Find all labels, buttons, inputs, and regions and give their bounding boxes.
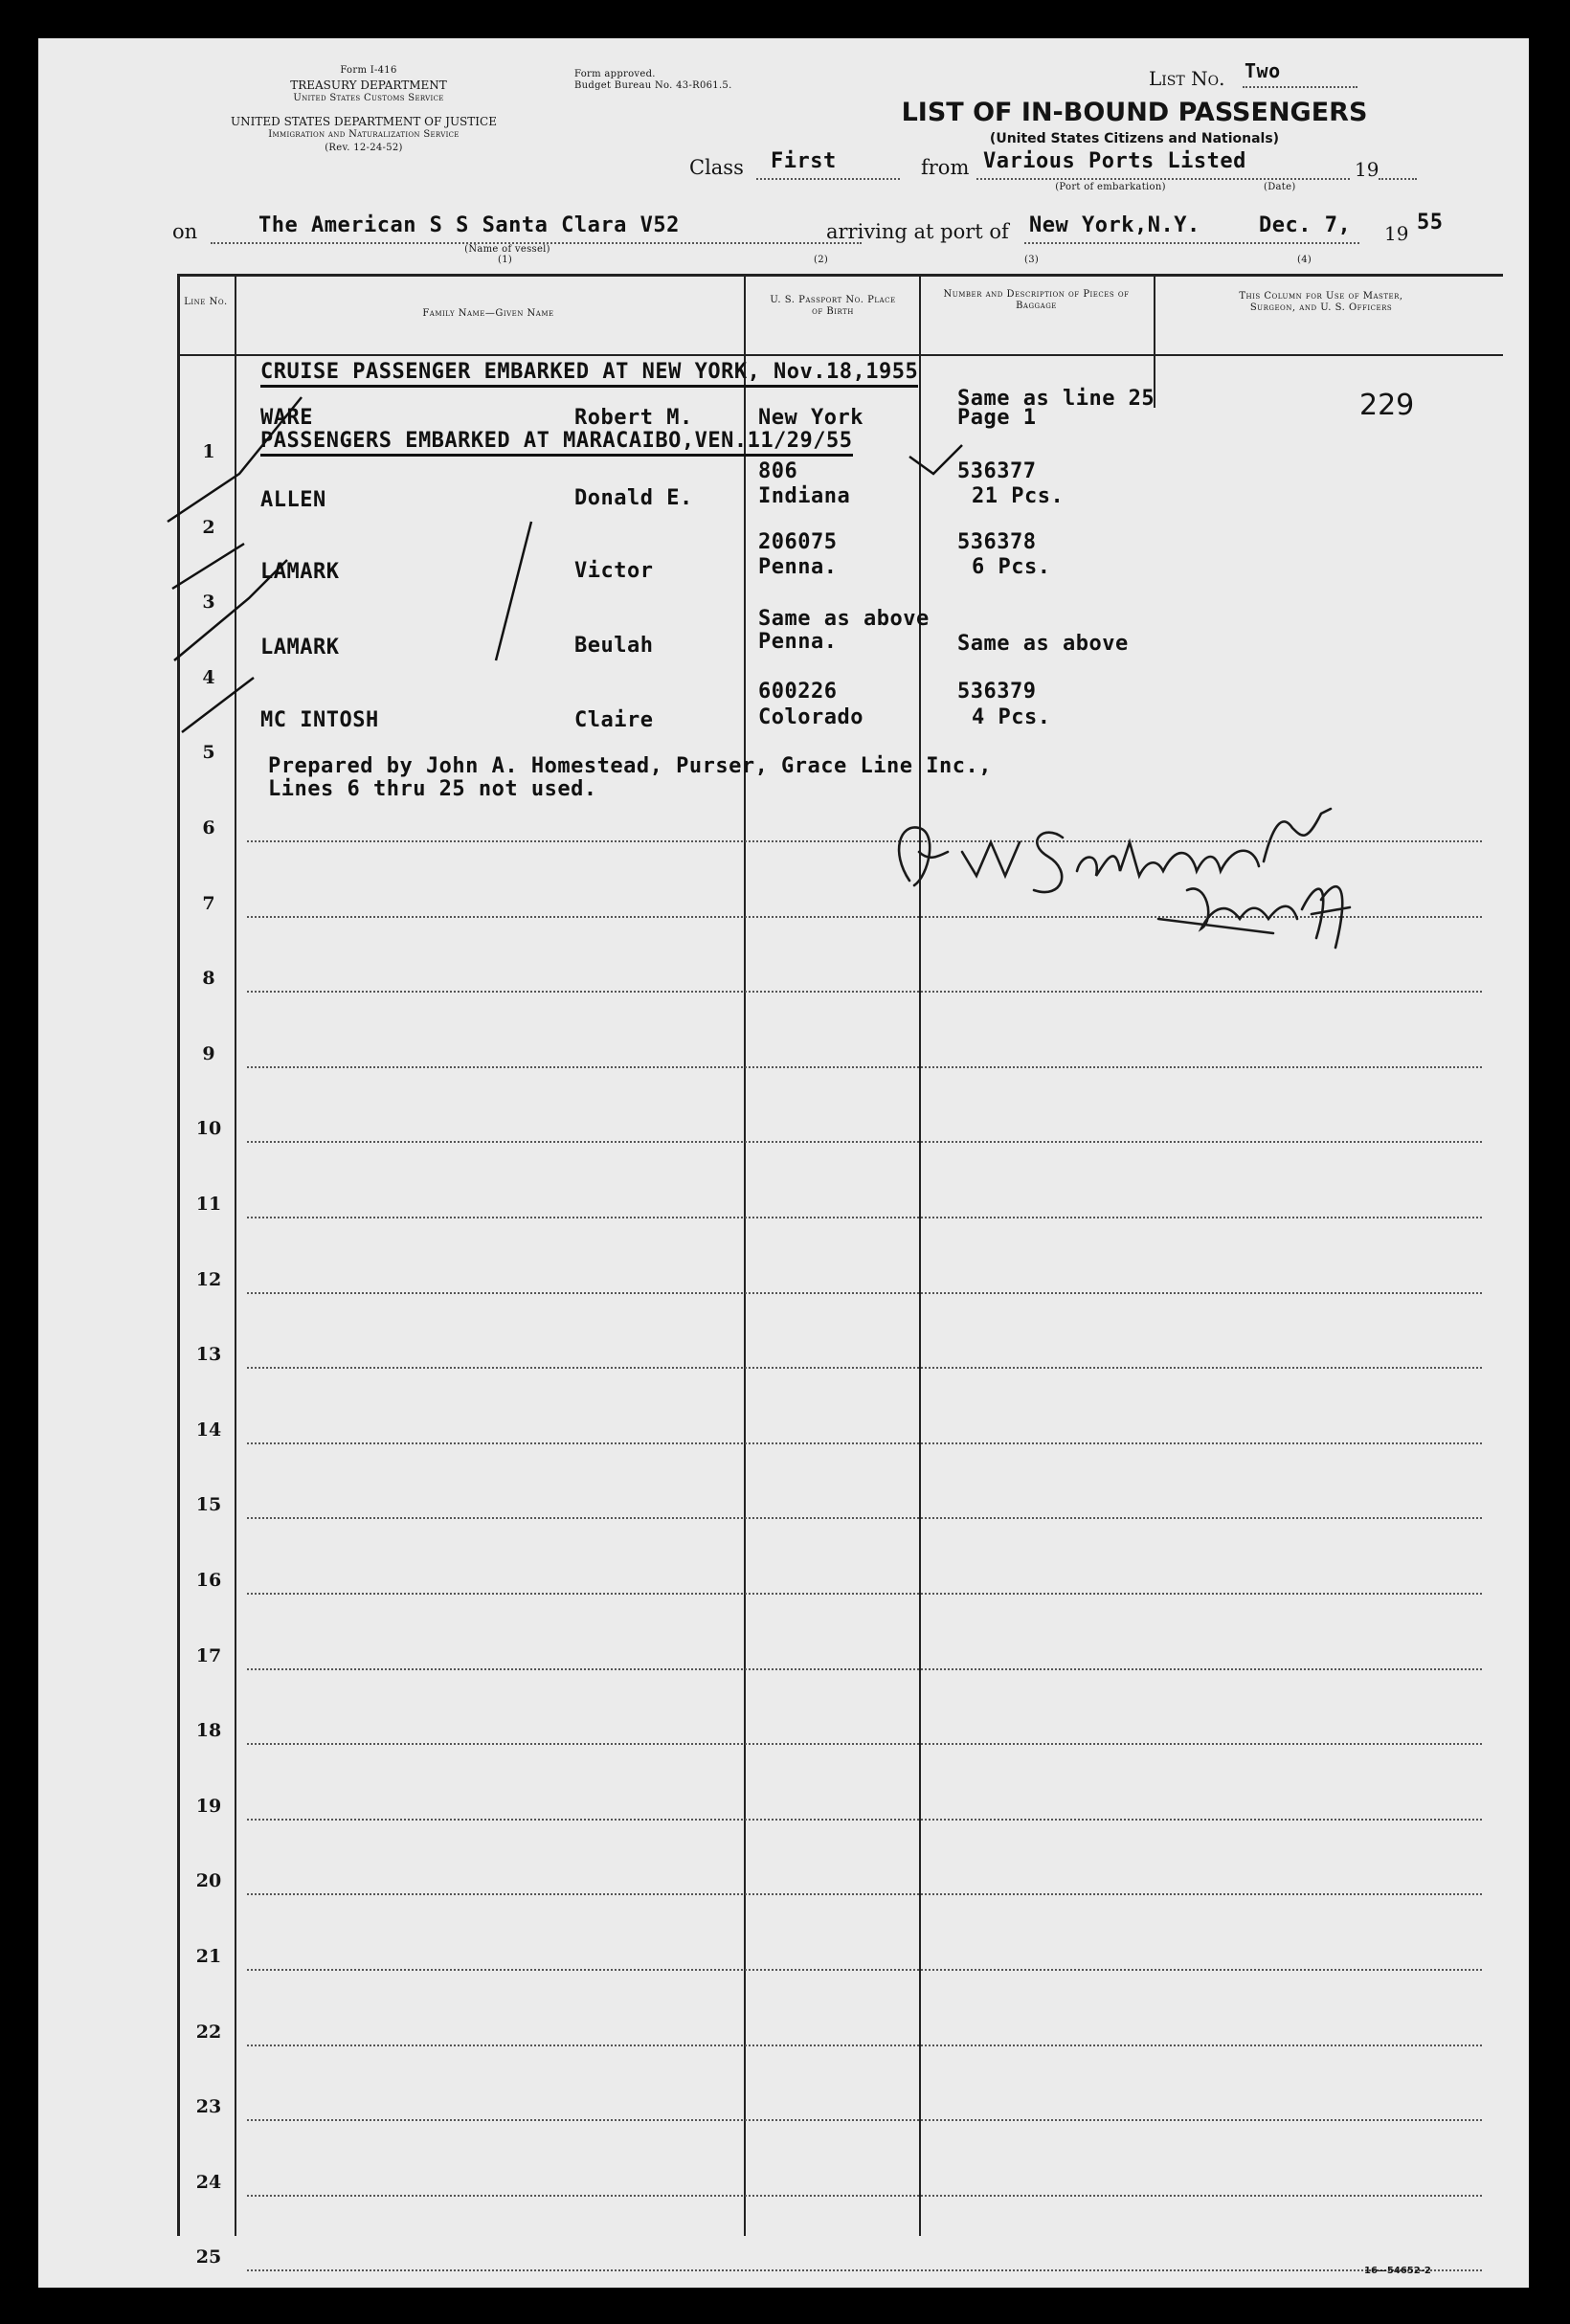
officer-signature (871, 785, 1407, 957)
year-prefix-1: 19 (1355, 158, 1379, 181)
check-marks (38, 38, 1529, 2288)
class-label: Class (689, 156, 744, 179)
from-value: Various Ports Listed (983, 149, 1246, 173)
line-number: 8 (202, 968, 215, 990)
row2-baggage-2: 21 Pcs. (972, 484, 1065, 508)
line-number: 5 (202, 742, 215, 764)
vessel-label: (Name of vessel) (464, 244, 550, 255)
row5-given-name: Claire (574, 708, 654, 732)
row4-baggage: Same as above (957, 632, 1129, 656)
line-number: 19 (195, 1795, 222, 1817)
page-title: LIST OF IN-BOUND PASSENGERS (901, 98, 1368, 127)
line-number: 15 (195, 1494, 222, 1516)
section-heading-new-york: CRUISE PASSENGER EMBARKED AT NEW YORK, Nov.18,1955 (260, 360, 918, 388)
line-number: 22 (195, 2021, 222, 2043)
revision: (Rev. 12-24-52) (325, 143, 403, 153)
row5-passport: 600226 (758, 680, 838, 704)
row1-baggage-2: Page 1 (957, 406, 1037, 430)
line-number: 1 (202, 441, 215, 462)
line-number: 6 (202, 817, 215, 838)
row1-officer-number: 229 (1359, 389, 1415, 422)
line-number: 11 (195, 1194, 222, 1215)
form-approved: Form approved. (574, 69, 656, 79)
line-number: 14 (195, 1419, 222, 1441)
row1-baggage-1: Same as line 25 (957, 387, 1155, 411)
line-number: 3 (202, 592, 215, 614)
line-number: 16 (195, 1570, 222, 1591)
arrival-date: Dec. 7, (1259, 213, 1352, 237)
line-number: 10 (195, 1118, 222, 1140)
line-number: 13 (195, 1344, 222, 1366)
on-label: on (172, 220, 198, 243)
row3-given-name: Victor (574, 559, 654, 583)
row5-birth-place: Colorado (758, 705, 864, 729)
row5-family-name: MC INTOSH (260, 708, 379, 732)
line-number: 25 (195, 2246, 222, 2268)
row2-given-name: Donald E. (574, 486, 693, 510)
line-number: 12 (195, 1268, 222, 1290)
row5-baggage-1: 536379 (957, 680, 1037, 704)
arrival-year: 55 (1417, 211, 1444, 235)
vessel-name: The American S S Santa Clara V52 (258, 213, 680, 237)
row2-baggage-1: 536377 (957, 459, 1037, 483)
line-number: 24 (195, 2171, 222, 2193)
row1-given-name: Robert M. (574, 406, 693, 430)
form-number: Form I-416 (340, 65, 397, 76)
line-number: 21 (195, 1946, 222, 1967)
header-passport: U. S. Passport No. Place of Birth (770, 295, 896, 317)
section-heading-maracaibo: PASSENGERS EMBARKED AT MARACAIBO,VEN.11/29/55 (260, 429, 853, 457)
col-ref-3: (3) (1024, 255, 1040, 265)
line-number: 7 (202, 892, 215, 914)
line-number: 18 (195, 1720, 222, 1742)
col-ref-1: (1) (498, 255, 513, 265)
header-line-no: Line No. (184, 297, 228, 307)
line-number: 9 (202, 1042, 215, 1064)
row3-birth-place: Penna. (758, 555, 838, 579)
justice-dept: UNITED STATES DEPARTMENT OF JUSTICE (231, 115, 497, 128)
year-prefix-2: 19 (1384, 222, 1409, 245)
customs-service: United States Customs Service (293, 93, 444, 103)
arriving-label: arriving at port of (826, 220, 1009, 243)
row3-baggage-1: 536378 (957, 530, 1037, 554)
line-number: 2 (202, 516, 215, 538)
page-subtitle: (United States Citizens and Nationals) (989, 131, 1280, 146)
from-label: from (921, 156, 970, 179)
class-value: First (771, 149, 837, 173)
unused-lines-note: Lines 6 thru 25 not used. (268, 777, 597, 801)
preparer-note: Prepared by John A. Homestead, Purser, Grace Line Inc., (268, 754, 992, 778)
line-number: 23 (195, 2096, 222, 2118)
row1-family-name: WARE (260, 406, 313, 430)
header-name: Family Name—Given Name (422, 308, 554, 319)
row2-family-name: ALLEN (260, 488, 326, 512)
treasury-dept: TREASURY DEPARTMENT (290, 78, 447, 92)
port-embarkation-label: (Port of embarkation) (1055, 182, 1166, 192)
arrival-port: New York,N.Y. (1029, 213, 1200, 237)
col-ref-4: (4) (1297, 255, 1312, 265)
list-no-label: List No. (1149, 67, 1225, 90)
line-number: 17 (195, 1644, 222, 1666)
header-officers: This Column for Use of Master, Surgeon, and U. S. Officers (1239, 291, 1403, 313)
ins-service: Immigration and Naturalization Service (268, 129, 460, 140)
footer-code: 16—54652-2 (1364, 2266, 1431, 2276)
row2-birth-place: Indiana (758, 484, 851, 508)
header-baggage: Number and Description of Pieces of Baggage (943, 289, 1130, 311)
row4-birth-place: Penna. (758, 630, 838, 654)
line-number: 20 (195, 1870, 222, 1892)
line-number: 4 (202, 666, 215, 688)
list-no-value: Two (1245, 59, 1281, 82)
row1-birth-place: New York (758, 406, 864, 430)
row3-passport: 206075 (758, 530, 838, 554)
row4-passport: Same as above (758, 607, 930, 631)
row3-family-name: LAMARK (260, 560, 340, 584)
col-ref-2: (2) (814, 255, 829, 265)
budget-bureau: Budget Bureau No. 43-R061.5. (574, 80, 732, 91)
row4-family-name: LAMARK (260, 636, 340, 659)
row5-baggage-2: 4 Pcs. (972, 705, 1051, 729)
row3-baggage-2: 6 Pcs. (972, 555, 1051, 579)
manifest-page (38, 38, 1529, 2288)
row4-given-name: Beulah (574, 634, 654, 658)
date-label: (Date) (1264, 182, 1296, 192)
row2-passport: 806 (758, 459, 798, 483)
